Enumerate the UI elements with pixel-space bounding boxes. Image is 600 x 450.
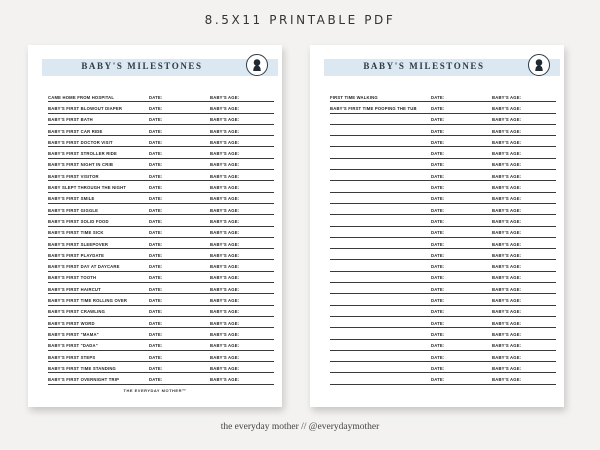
age-label: BABY'S AGE: [210,173,240,179]
age-label: BABY'S AGE: [492,117,522,123]
date-label: DATE: [431,264,445,270]
age-label: BABY'S AGE: [210,275,240,281]
age-label: BABY'S AGE: [492,275,522,281]
milestone-row [48,170,274,181]
age-label: BABY'S AGE: [492,94,522,100]
milestone-row [48,294,274,305]
date-label: DATE: [149,377,163,383]
age-label: BABY'S AGE: [492,365,522,371]
milestone-row [330,125,556,136]
milestone-event: BABY'S FIRST PLAYDATE [48,252,105,258]
milestone-row [48,193,274,204]
milestone-event: BABY'S FIRST GIGGLE [48,207,99,213]
milestone-row [330,170,556,181]
age-label: BABY'S AGE: [492,162,522,168]
date-label: DATE: [431,196,445,202]
date-label: DATE: [149,94,163,100]
date-label: DATE: [431,343,445,349]
milestone-row [48,114,274,125]
milestone-row [330,204,556,215]
date-label: DATE: [149,365,163,371]
age-label: BABY'S AGE: [492,331,522,337]
age-label: BABY'S AGE: [492,320,522,326]
page-title: BABY'S MILESTONES [363,61,485,71]
age-label: BABY'S AGE: [492,241,522,247]
milestone-event: BABY'S FIRST SLEEPOVER [48,241,109,247]
milestone-row [330,147,556,158]
milestone-row [48,136,274,147]
age-label: BABY'S AGE: [492,286,522,292]
date-label: DATE: [149,218,163,224]
milestone-event: BABY'S FIRST HAIRCUT [48,286,101,292]
milestone-event: BABY'S FIRST VISITOR [48,173,99,179]
age-label: BABY'S AGE: [492,252,522,258]
milestone-event: BABY'S FIRST CAR RIDE [48,128,103,134]
milestone-row [330,294,556,305]
date-label: DATE: [431,230,445,236]
age-label: BABY'S AGE: [210,320,240,326]
age-label: BABY'S AGE: [492,196,522,202]
date-label: DATE: [431,185,445,191]
date-label: DATE: [149,185,163,191]
milestone-row [48,91,274,102]
date-label: DATE: [431,139,445,145]
milestone-row [330,215,556,226]
milestone-row [48,272,274,283]
age-label: BABY'S AGE: [492,106,522,111]
milestone-row [48,317,274,328]
age-label: BABY'S AGE: [210,106,240,111]
milestone-row [48,283,274,294]
date-label: DATE: [149,275,163,281]
milestone-row [330,272,556,283]
date-label: DATE: [431,117,445,123]
age-label: BABY'S AGE: [210,252,240,258]
milestone-row [330,373,556,384]
date-label: DATE: [431,298,445,304]
milestone-row [330,260,556,271]
milestone-row [48,351,274,362]
milestone-row [48,328,274,339]
milestone-row [48,340,274,351]
age-label: BABY'S AGE: [492,343,522,349]
age-label: BABY'S AGE: [210,377,240,383]
milestone-row [330,227,556,238]
milestone-row [48,215,274,226]
milestone-row [330,317,556,328]
date-label: DATE: [149,230,163,236]
milestone-event: BABY SLEPT THROUGH THE NIGHT [48,185,127,191]
milestone-event: BABY'S FIRST SMILE [48,196,95,202]
age-label: BABY'S AGE: [210,298,240,304]
age-label: BABY'S AGE: [210,331,240,337]
date-label: DATE: [431,275,445,281]
milestone-row [330,283,556,294]
age-label: BABY'S AGE: [210,151,240,157]
milestone-row [330,362,556,373]
milestone-event: BABY'S FIRST DOCTOR VISIT [48,139,113,145]
age-label: BABY'S AGE: [492,139,522,145]
age-label: BABY'S AGE: [492,264,522,270]
milestone-row [330,181,556,192]
milestone-row [48,373,274,384]
date-label: DATE: [149,264,163,270]
milestones-page-left [28,45,282,407]
date-label: DATE: [149,162,163,168]
milestone-event: BABY'S FIRST STEPS [48,354,96,360]
milestone-event: BABY'S FIRST SOLID FOOD [48,218,109,224]
milestone-event: BABY'S FIRST WORD [48,320,95,326]
milestone-event: FIRST TIME WALKING [330,94,378,100]
date-label: DATE: [149,252,163,258]
milestone-row [48,181,274,192]
age-label: BABY'S AGE: [210,94,240,100]
date-label: DATE: [149,139,163,145]
milestone-row [48,249,274,260]
milestone-event: BABY'S FIRST TIME STANDING [48,365,116,371]
milestone-event: BABY'S FIRST TOOTH [48,275,97,281]
date-label: DATE: [431,241,445,247]
milestone-event: BABY'S FIRST "DADA" [48,343,98,349]
milestone-row [330,328,556,339]
milestone-event: BABY'S FIRST CRAWLING [48,309,106,315]
date-label: DATE: [149,117,163,123]
age-label: BABY'S AGE: [492,298,522,304]
age-label: BABY'S AGE: [492,207,522,213]
age-label: BABY'S AGE: [210,196,240,202]
date-label: DATE: [149,241,163,247]
brand-credit: the everyday mother // @everydaymother [220,422,380,432]
date-label: DATE: [149,320,163,326]
date-label: DATE: [431,309,445,315]
age-label: BABY'S AGE: [210,128,240,134]
date-label: DATE: [149,173,163,179]
milestone-row [48,238,274,249]
milestone-row [330,351,556,362]
milestone-row [330,340,556,351]
age-label: BABY'S AGE: [210,264,240,270]
date-label: DATE: [431,286,445,292]
age-label: BABY'S AGE: [492,128,522,134]
date-label: DATE: [431,94,445,100]
milestone-row [48,362,274,373]
age-label: BABY'S AGE: [210,286,240,292]
age-label: BABY'S AGE: [492,230,522,236]
silhouette-medallion-icon [246,54,268,76]
date-label: DATE: [149,128,163,134]
milestone-list [28,91,282,385]
date-label: DATE: [431,106,445,111]
milestone-event: BABY'S FIRST STROLLER RIDE [48,151,118,157]
age-label: BABY'S AGE: [210,241,240,247]
milestone-row [48,260,274,271]
date-label: DATE: [431,377,445,383]
milestone-event: BABY'S FIRST DAY AT DAYCARE [48,264,120,270]
date-label: DATE: [431,320,445,326]
page-title: BABY'S MILESTONES [81,61,203,71]
date-label: DATE: [431,128,445,134]
date-label: DATE: [431,331,445,337]
milestone-row [330,249,556,260]
milestone-event: BABY'S FIRST TIME ROLLING OVER [48,298,128,304]
date-label: DATE: [431,162,445,168]
date-label: DATE: [149,207,163,213]
date-label: DATE: [431,252,445,258]
milestone-row [48,102,274,113]
milestone-row [330,114,556,125]
milestone-row [330,136,556,147]
milestone-row [330,159,556,170]
title-banner [324,59,560,76]
date-label: DATE: [431,151,445,157]
milestone-list [310,91,564,385]
date-label: DATE: [431,365,445,371]
milestone-event: BABY'S FIRST NIGHT IN CRIB [48,162,114,168]
milestone-row [330,91,556,102]
milestone-event: BABY'S FIRST BATH [48,117,93,123]
milestone-row [48,204,274,215]
date-label: DATE: [149,196,163,202]
date-label: DATE: [431,218,445,224]
brand-footer: THE EVERYDAY MOTHER™ [123,388,187,393]
age-label: BABY'S AGE: [492,309,522,315]
age-label: BABY'S AGE: [210,162,240,168]
milestone-row [330,306,556,317]
age-label: BABY'S AGE: [492,377,522,383]
date-label: DATE: [431,173,445,179]
age-label: BABY'S AGE: [210,117,240,123]
date-label: DATE: [149,331,163,337]
age-label: BABY'S AGE: [210,207,240,213]
age-label: BABY'S AGE: [210,218,240,224]
milestone-row [330,238,556,249]
milestone-row [330,102,556,113]
milestone-event: CAME HOME FROM HOSPITAL [48,94,115,100]
milestone-row [48,227,274,238]
milestone-event: BABY'S FIRST OVERNIGHT TRIP [48,377,120,383]
milestone-event: BABY'S FIRST TIME POOPING THE TUB [330,106,417,111]
age-label: BABY'S AGE: [492,354,522,360]
date-label: DATE: [149,343,163,349]
age-label: BABY'S AGE: [210,139,240,145]
age-label: BABY'S AGE: [210,185,240,191]
date-label: DATE: [149,298,163,304]
date-label: DATE: [149,151,163,157]
date-label: DATE: [149,354,163,360]
page-heading: 8.5X11 PRINTABLE PDF [204,13,396,27]
milestone-event: BABY'S FIRST BLOWOUT DIAPER [48,106,123,111]
age-label: BABY'S AGE: [210,309,240,315]
age-label: BABY'S AGE: [492,218,522,224]
milestone-row [48,147,274,158]
age-label: BABY'S AGE: [210,354,240,360]
milestone-event: BABY'S FIRST TIME SICK [48,230,104,236]
milestone-row [48,125,274,136]
age-label: BABY'S AGE: [210,230,240,236]
date-label: DATE: [431,207,445,213]
age-label: BABY'S AGE: [210,365,240,371]
date-label: DATE: [431,354,445,360]
date-label: DATE: [149,309,163,315]
age-label: BABY'S AGE: [492,185,522,191]
milestone-event: BABY'S FIRST "MAMA" [48,331,99,337]
milestone-row [48,159,274,170]
date-label: DATE: [149,106,163,111]
milestone-row [48,306,274,317]
age-label: BABY'S AGE: [210,343,240,349]
milestones-page-right [310,45,564,407]
age-label: BABY'S AGE: [492,173,522,179]
age-label: BABY'S AGE: [492,151,522,157]
date-label: DATE: [149,286,163,292]
milestone-row [330,193,556,204]
title-banner [42,59,278,76]
silhouette-medallion-icon [528,54,550,76]
